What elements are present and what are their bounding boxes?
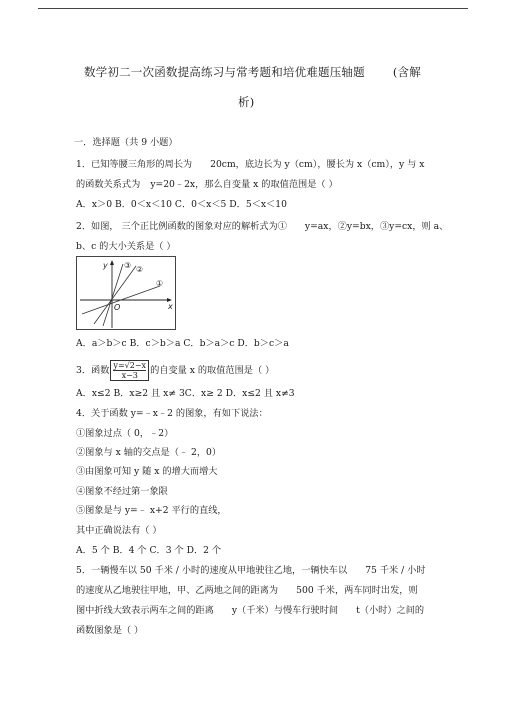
q1-line2a: 的函数关系式为 <box>76 179 141 190</box>
graph-origin-label: O <box>114 303 121 312</box>
q4-item-4: ④图象不经过第一象限 <box>76 486 168 497</box>
q3-line <box>76 358 274 384</box>
graph-line-label-1: ① <box>156 279 164 288</box>
q3-sqrt-symbol: √ <box>124 361 130 370</box>
graph-y-label: y <box>103 261 108 270</box>
q3-suffix: 的自变量 x 的取值范围是（ ） <box>150 365 275 376</box>
title-line1-suffix: (含解 <box>392 65 421 79</box>
q4-item-5: ⑤图象是与 y=﹣ x+2 平行的直线， <box>76 505 227 516</box>
title-line2: 析) <box>238 95 255 109</box>
top-rule <box>38 8 468 9</box>
q2-options: A．a＞b＞c B．c＞b＞a C．b＞a＞c D．b＞c＞a <box>76 338 289 349</box>
q2-line1a: 2．如图， 三个正比例函数的图象对应的解析式为① <box>76 221 287 232</box>
q5-line3 <box>76 605 424 617</box>
q4-options: A．5 个 B．4 个 C．3 个 D．2 个 <box>76 545 222 556</box>
q4-item-1: ①图象过点（ 0，﹣2） <box>76 428 174 439</box>
q5-line2a: 的速度从乙地驶往甲地，甲、乙两地之间的距离为 <box>76 585 279 596</box>
q4-item-2: ②图象与 x 轴的交点是（﹣ 2，0） <box>76 447 222 458</box>
q2-line1 <box>76 221 448 233</box>
q2-line1b: y=ax，②y=bx，③y=cx，则 a、 <box>304 221 449 232</box>
q2-line2: b、c 的大小关系是（ ） <box>76 241 176 252</box>
q5-line1 <box>76 565 426 577</box>
q3-prefix: 3．函数 <box>76 365 110 376</box>
q1-line2b: y=20﹣2x，那么自变量 x 的取值范围是（ ） <box>150 179 338 190</box>
q3-y-eq: y= <box>113 361 125 370</box>
section-heading: 一．选择题（共 9 小题） <box>74 137 178 148</box>
q5-line4: 函数图象是（ ） <box>76 625 144 636</box>
q4-stem: 4．关于函数 y=﹣x﹣2 的图象，有如下说法： <box>76 408 268 419</box>
q1-options: A．x＞0 B．0＜x＜10 C．0＜x＜5 D．5＜x＜10 <box>76 199 287 210</box>
q1-line1b: 20cm，底边长为 y（cm），腰长为 x（cm），y 与 x <box>210 159 425 170</box>
q3-formula <box>110 360 149 381</box>
q4-question: 其中正确说法有（ ） <box>76 525 162 536</box>
q1-line2 <box>76 179 338 191</box>
q5-line3c: t（小时）之间的 <box>356 605 425 616</box>
q2-graph <box>76 256 176 330</box>
document-title <box>84 64 421 80</box>
graph-line-label-3: ③ <box>124 261 132 270</box>
q1-line1a: 1．已知等腰三角形的周长为 <box>76 159 193 170</box>
q5-line2b: 500 千米，两车同时出发，则 <box>296 585 418 596</box>
q5-line2 <box>76 585 418 597</box>
q5-line3b: y（千米）与慢车行驶时间 <box>231 605 339 616</box>
graph-x-label: x <box>168 302 173 311</box>
q3-denominator: x−3 <box>121 371 138 380</box>
graph-line-label-2: ② <box>136 265 144 274</box>
q4-item-3: ③由图象可知 y 随 x 的增大而增大 <box>76 466 218 477</box>
q5-line1a: 5．一辆慢车以 50 千米 / 小时的速度从甲地驶往乙地，一辆快车以 <box>76 565 348 576</box>
q5-line3a: 图中折线大致表示两车之间的距离 <box>76 605 214 616</box>
q1-line1 <box>76 159 424 171</box>
title-line1: 数学初二一次函数提高练习与常考题和培优难题压轴题 <box>84 65 365 79</box>
q3-radicand: 2−x <box>129 361 147 370</box>
q3-options: A．x≤2 B．x≥2 且 x≠ 3C．x≥ 2 D．x≤2 且 x≠3 <box>76 388 295 399</box>
q5-line1b: 75 千米 / 小时 <box>365 565 426 576</box>
